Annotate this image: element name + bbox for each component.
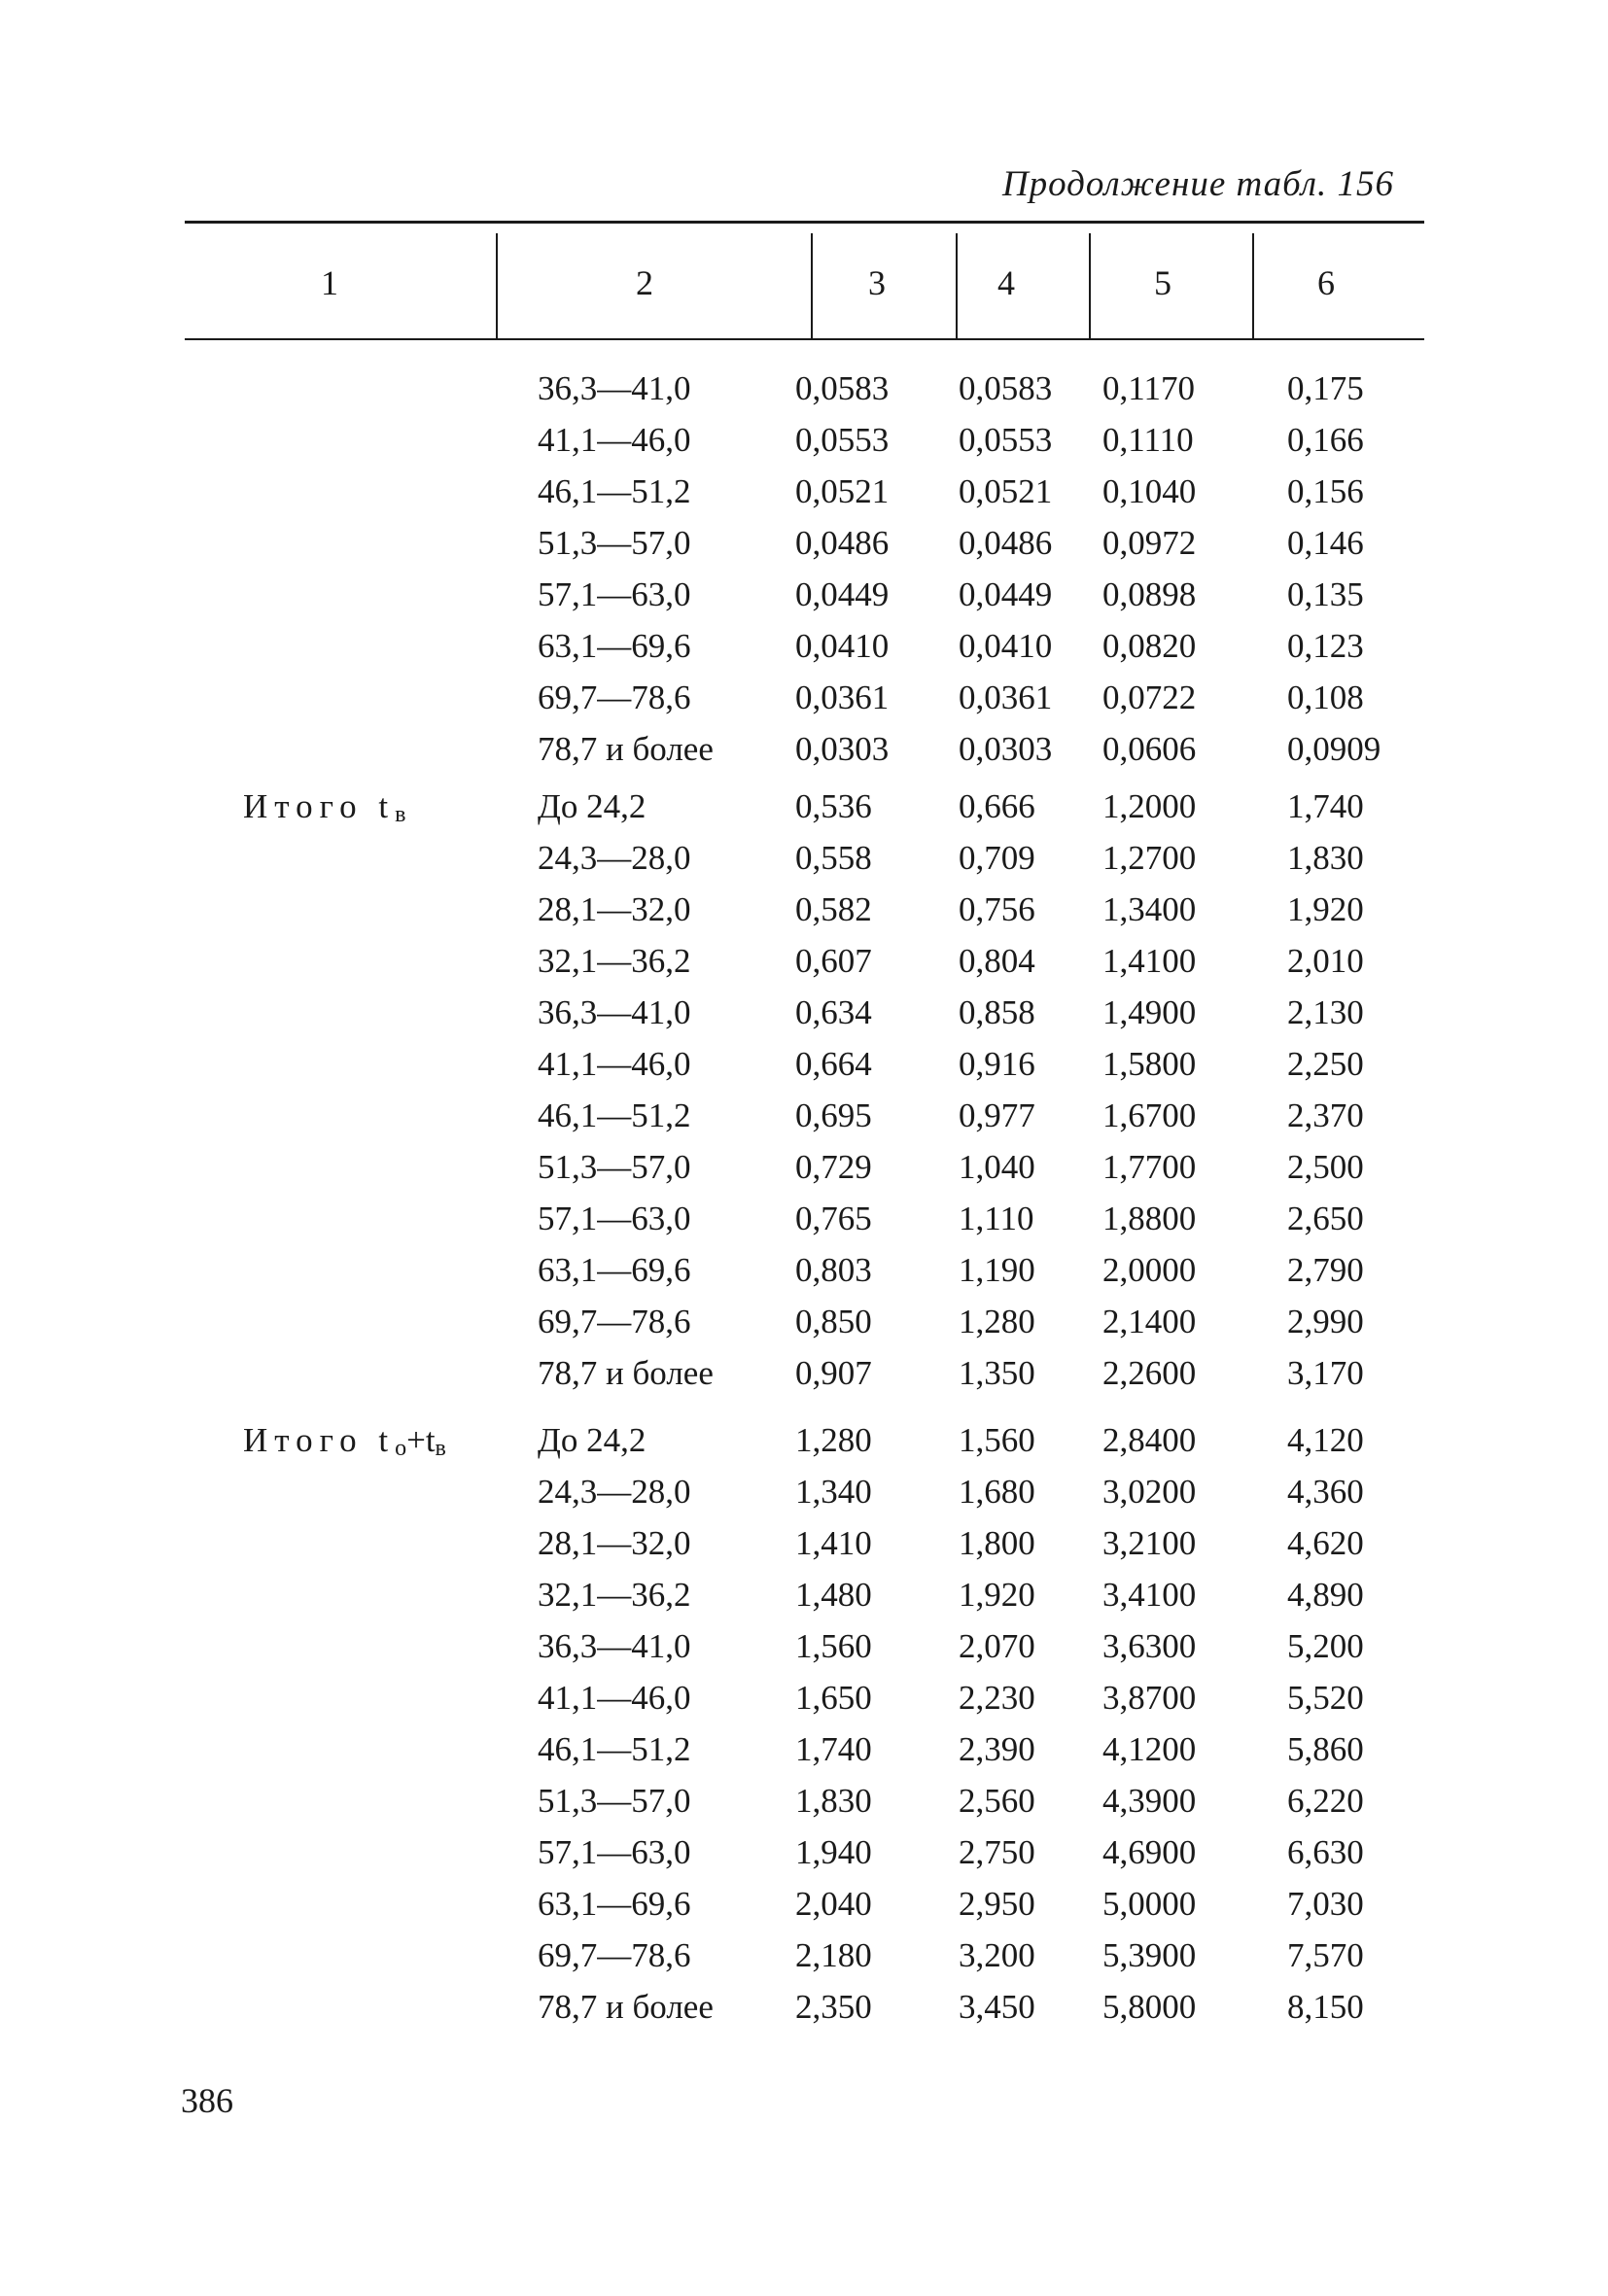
value-cell-5: 4,3900 [1102, 1782, 1197, 1820]
range-cell: 57,1—63,0 [538, 1200, 691, 1237]
range-cell: 28,1—32,0 [538, 890, 691, 928]
value-cell-4: 0,0449 [959, 575, 1053, 613]
table-row [0, 1730, 1608, 1782]
value-cell-4: 0,0410 [959, 627, 1053, 665]
value-cell-4: 0,666 [959, 787, 1035, 825]
value-cell-5: 5,0000 [1102, 1885, 1197, 1923]
range-cell: 32,1—36,2 [538, 942, 691, 980]
value-cell-6: 2,010 [1287, 942, 1364, 980]
value-cell-6: 2,250 [1287, 1045, 1364, 1083]
range-cell: 46,1—51,2 [538, 1730, 691, 1768]
value-cell-5: 4,6900 [1102, 1833, 1197, 1871]
value-cell-3: 1,280 [795, 1421, 872, 1459]
range-cell: 32,1—36,2 [538, 1576, 691, 1614]
value-cell-5: 0,0898 [1102, 575, 1197, 613]
value-cell-5: 2,0000 [1102, 1251, 1197, 1289]
value-cell-5: 2,8400 [1102, 1421, 1197, 1459]
value-cell-5: 1,8800 [1102, 1200, 1197, 1237]
range-cell: 69,7—78,6 [538, 678, 691, 716]
header-divider [1252, 233, 1254, 340]
group-label [243, 787, 405, 828]
range-cell: 78,7 и более [538, 1354, 714, 1392]
table-row [0, 1576, 1608, 1627]
value-cell-3: 0,607 [795, 942, 872, 980]
value-cell-6: 4,360 [1287, 1473, 1364, 1511]
value-cell-3: 0,0486 [795, 524, 890, 562]
value-cell-5: 1,7700 [1102, 1148, 1197, 1186]
value-cell-3: 0,634 [795, 993, 872, 1031]
value-cell-6: 2,790 [1287, 1251, 1364, 1289]
header-divider [496, 233, 498, 340]
value-cell-4: 0,0553 [959, 421, 1053, 459]
range-cell: 46,1—51,2 [538, 472, 691, 510]
value-cell-5: 3,4100 [1102, 1576, 1197, 1614]
header-divider [1089, 233, 1091, 340]
table-row [0, 1936, 1608, 1988]
table-row [0, 1679, 1608, 1730]
value-cell-3: 0,536 [795, 787, 872, 825]
table-row [0, 627, 1608, 678]
group-label-plus: +t [406, 1421, 436, 1459]
value-cell-3: 0,695 [795, 1096, 872, 1134]
value-cell-3: 0,0553 [795, 421, 890, 459]
range-cell: 36,3—41,0 [538, 1627, 691, 1665]
value-cell-6: 2,650 [1287, 1200, 1364, 1237]
value-cell-3: 1,940 [795, 1833, 872, 1871]
value-cell-6: 3,170 [1287, 1354, 1364, 1392]
value-cell-6: 5,860 [1287, 1730, 1364, 1768]
value-cell-4: 1,560 [959, 1421, 1035, 1459]
value-cell-3: 1,410 [795, 1524, 872, 1562]
range-cell: 51,3—57,0 [538, 1782, 691, 1820]
table-row [0, 1096, 1608, 1148]
value-cell-6: 0,123 [1287, 627, 1364, 665]
value-cell-6: 0,175 [1287, 369, 1364, 407]
table-row [0, 1251, 1608, 1303]
range-cell: До 24,2 [538, 787, 647, 825]
table-row [0, 1045, 1608, 1096]
value-cell-3: 1,560 [795, 1627, 872, 1665]
value-cell-3: 2,180 [795, 1936, 872, 1974]
value-cell-6: 6,630 [1287, 1833, 1364, 1871]
value-cell-6: 0,166 [1287, 421, 1364, 459]
range-cell: 41,1—46,0 [538, 421, 691, 459]
value-cell-4: 0,916 [959, 1045, 1035, 1083]
value-cell-5: 0,0972 [1102, 524, 1197, 562]
header-bottom-rule [185, 338, 1424, 340]
value-cell-5: 5,8000 [1102, 1988, 1197, 2026]
value-cell-6: 5,200 [1287, 1627, 1364, 1665]
value-cell-5: 1,4900 [1102, 993, 1197, 1031]
value-cell-5: 0,0722 [1102, 678, 1197, 716]
value-cell-3: 0,0303 [795, 730, 890, 768]
value-cell-3: 0,0583 [795, 369, 890, 407]
header-cell-2: 2 [636, 263, 653, 302]
value-cell-4: 1,680 [959, 1473, 1035, 1511]
value-cell-3: 0,664 [795, 1045, 872, 1083]
range-cell: 46,1—51,2 [538, 1096, 691, 1134]
value-cell-3: 0,803 [795, 1251, 872, 1289]
group-label-text: Итого t [243, 787, 396, 825]
range-cell: 63,1—69,6 [538, 1885, 691, 1923]
group-label-text: Итого t [243, 1421, 396, 1459]
value-cell-3: 0,0410 [795, 627, 890, 665]
value-cell-4: 2,390 [959, 1730, 1035, 1768]
range-cell: 24,3—28,0 [538, 839, 691, 877]
value-cell-3: 2,040 [795, 1885, 872, 1923]
value-cell-6: 5,520 [1287, 1679, 1364, 1717]
range-cell: 57,1—63,0 [538, 1833, 691, 1871]
value-cell-4: 1,110 [959, 1200, 1034, 1237]
value-cell-5: 1,4100 [1102, 942, 1197, 980]
table-row [0, 1524, 1608, 1576]
header-cell-3: 3 [868, 263, 886, 302]
range-cell: 36,3—41,0 [538, 369, 691, 407]
header-cell-6: 6 [1317, 263, 1335, 302]
table-row [0, 993, 1608, 1045]
value-cell-4: 0,756 [959, 890, 1035, 928]
table-row [0, 1782, 1608, 1833]
range-cell: 51,3—57,0 [538, 1148, 691, 1186]
table-row [0, 369, 1608, 421]
value-cell-5: 4,1200 [1102, 1730, 1197, 1768]
range-cell: 78,7 и более [538, 1988, 714, 2026]
value-cell-6: 4,890 [1287, 1576, 1364, 1614]
value-cell-6: 2,370 [1287, 1096, 1364, 1134]
value-cell-3: 1,830 [795, 1782, 872, 1820]
value-cell-4: 0,977 [959, 1096, 1035, 1134]
value-cell-6: 0,146 [1287, 524, 1364, 562]
value-cell-4: 2,070 [959, 1627, 1035, 1665]
value-cell-4: 1,920 [959, 1576, 1035, 1614]
group-label [243, 1421, 446, 1462]
value-cell-6: 4,620 [1287, 1524, 1364, 1562]
value-cell-4: 0,709 [959, 839, 1035, 877]
value-cell-5: 3,6300 [1102, 1627, 1197, 1665]
value-cell-5: 0,1170 [1102, 369, 1195, 407]
table-row [0, 839, 1608, 890]
range-cell: До 24,2 [538, 1421, 647, 1459]
value-cell-3: 0,907 [795, 1354, 872, 1392]
value-cell-5: 1,5800 [1102, 1045, 1197, 1083]
value-cell-6: 6,220 [1287, 1782, 1364, 1820]
value-cell-6: 2,500 [1287, 1148, 1364, 1186]
value-cell-6: 0,108 [1287, 678, 1364, 716]
value-cell-3: 0,850 [795, 1303, 872, 1340]
value-cell-6: 2,130 [1287, 993, 1364, 1031]
value-cell-3: 0,0521 [795, 472, 890, 510]
range-cell: 57,1—63,0 [538, 575, 691, 613]
table-row [0, 1303, 1608, 1354]
value-cell-3: 0,729 [795, 1148, 872, 1186]
value-cell-5: 1,3400 [1102, 890, 1197, 928]
group-label-subscript: в [435, 1436, 446, 1461]
page-number: 386 [181, 2081, 233, 2120]
value-cell-4: 1,350 [959, 1354, 1035, 1392]
header-cell-4: 4 [997, 263, 1015, 302]
value-cell-5: 0,1040 [1102, 472, 1197, 510]
table-row [0, 1627, 1608, 1679]
group-label-subscript: в [395, 802, 406, 827]
table-row [0, 1885, 1608, 1936]
value-cell-3: 0,582 [795, 890, 872, 928]
value-cell-5: 0,0820 [1102, 627, 1197, 665]
range-cell: 78,7 и более [538, 730, 714, 768]
value-cell-4: 2,950 [959, 1885, 1035, 1923]
value-cell-4: 0,0303 [959, 730, 1053, 768]
value-cell-5: 2,2600 [1102, 1354, 1197, 1392]
value-cell-6: 2,990 [1287, 1303, 1364, 1340]
value-cell-4: 3,200 [959, 1936, 1035, 1974]
value-cell-3: 1,650 [795, 1679, 872, 1717]
table-row [0, 1988, 1608, 2039]
table-row [0, 1148, 1608, 1200]
value-cell-5: 3,8700 [1102, 1679, 1197, 1717]
table-row [0, 1354, 1608, 1406]
range-cell: 28,1—32,0 [538, 1524, 691, 1562]
table-row [0, 524, 1608, 575]
value-cell-5: 0,0606 [1102, 730, 1197, 768]
value-cell-6: 8,150 [1287, 1988, 1364, 2026]
value-cell-4: 2,560 [959, 1782, 1035, 1820]
value-cell-5: 2,1400 [1102, 1303, 1197, 1340]
value-cell-5: 3,0200 [1102, 1473, 1197, 1511]
value-cell-6: 1,920 [1287, 890, 1364, 928]
table-row [0, 421, 1608, 472]
range-cell: 24,3—28,0 [538, 1473, 691, 1511]
value-cell-5: 1,2000 [1102, 787, 1197, 825]
value-cell-4: 3,450 [959, 1988, 1035, 2026]
value-cell-3: 0,0449 [795, 575, 890, 613]
value-cell-4: 0,0521 [959, 472, 1053, 510]
value-cell-5: 1,2700 [1102, 839, 1197, 877]
table-row [0, 1833, 1608, 1885]
range-cell: 69,7—78,6 [538, 1936, 691, 1974]
range-cell: 41,1—46,0 [538, 1045, 691, 1083]
value-cell-6: 0,156 [1287, 472, 1364, 510]
value-cell-6: 7,570 [1287, 1936, 1364, 1974]
header-top-rule [185, 221, 1424, 224]
group-label-subscript: о [395, 1436, 407, 1461]
value-cell-5: 3,2100 [1102, 1524, 1197, 1562]
value-cell-5: 1,6700 [1102, 1096, 1197, 1134]
value-cell-3: 1,340 [795, 1473, 872, 1511]
header-cell-5: 5 [1154, 263, 1171, 302]
range-cell: 63,1—69,6 [538, 1251, 691, 1289]
value-cell-6: 0,0909 [1287, 730, 1381, 768]
value-cell-4: 1,040 [959, 1148, 1035, 1186]
table-row [0, 1200, 1608, 1251]
value-cell-4: 0,0361 [959, 678, 1053, 716]
table-row [0, 1421, 1608, 1473]
value-cell-4: 1,190 [959, 1251, 1035, 1289]
value-cell-6: 7,030 [1287, 1885, 1364, 1923]
value-cell-3: 1,480 [795, 1576, 872, 1614]
table-row [0, 472, 1608, 524]
table-caption: Продолжение табл. 156 [1001, 164, 1394, 204]
value-cell-4: 0,0583 [959, 369, 1053, 407]
value-cell-4: 1,800 [959, 1524, 1035, 1562]
range-cell: 51,3—57,0 [538, 524, 691, 562]
range-cell: 41,1—46,0 [538, 1679, 691, 1717]
value-cell-6: 1,830 [1287, 839, 1364, 877]
table-row [0, 890, 1608, 942]
header-divider [956, 233, 958, 340]
header-cell-1: 1 [321, 263, 338, 302]
header-divider [811, 233, 813, 340]
value-cell-4: 0,804 [959, 942, 1035, 980]
value-cell-3: 0,558 [795, 839, 872, 877]
value-cell-3: 2,350 [795, 1988, 872, 2026]
value-cell-6: 1,740 [1287, 787, 1364, 825]
range-cell: 36,3—41,0 [538, 993, 691, 1031]
table-row [0, 678, 1608, 730]
value-cell-4: 2,750 [959, 1833, 1035, 1871]
range-cell: 69,7—78,6 [538, 1303, 691, 1340]
table-row [0, 575, 1608, 627]
table-row [0, 1473, 1608, 1524]
value-cell-4: 0,858 [959, 993, 1035, 1031]
value-cell-3: 1,740 [795, 1730, 872, 1768]
value-cell-5: 0,1110 [1102, 421, 1194, 459]
range-cell: 63,1—69,6 [538, 627, 691, 665]
table-row [0, 730, 1608, 782]
value-cell-4: 1,280 [959, 1303, 1035, 1340]
value-cell-4: 2,230 [959, 1679, 1035, 1717]
value-cell-6: 0,135 [1287, 575, 1364, 613]
table-row [0, 787, 1608, 839]
value-cell-3: 0,0361 [795, 678, 890, 716]
value-cell-6: 4,120 [1287, 1421, 1364, 1459]
value-cell-5: 5,3900 [1102, 1936, 1197, 1974]
value-cell-3: 0,765 [795, 1200, 872, 1237]
value-cell-4: 0,0486 [959, 524, 1053, 562]
table-row [0, 942, 1608, 993]
